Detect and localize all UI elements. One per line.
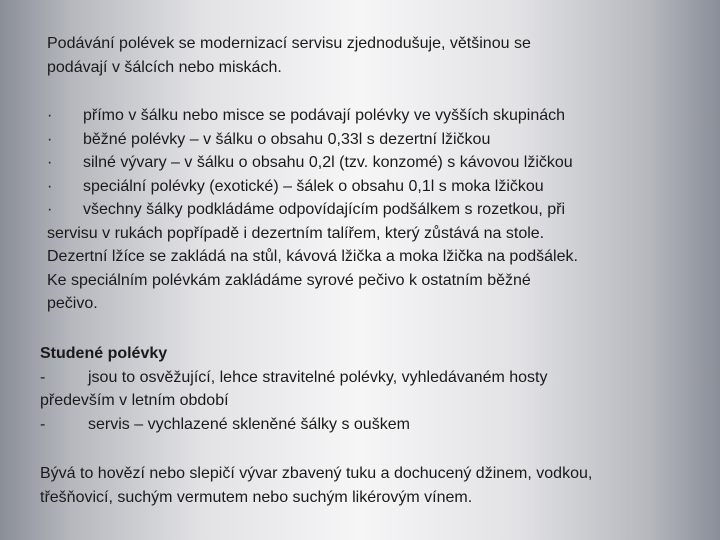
bullet-item-2 — [47, 128, 677, 152]
bullet-continuation-1: servisu v rukách popřípadě i dezertním talířem, který zůstává na stole. — [47, 224, 545, 242]
cold-soups-item-1 — [40, 366, 680, 390]
bullet-text: běžné polévky – v šálku o obsahu 0,33l s dezertní lžičkou — [83, 130, 491, 148]
bullet-item-1 — [47, 104, 677, 128]
cold-soups-item-1-continuation: především v letním období — [40, 392, 229, 409]
closing-paragraph — [40, 462, 690, 509]
cold-soups-item-1-text: jsou to osvěžující, lehce stravitelné polévky, vyhledávaném hosty — [88, 368, 548, 386]
bullet-continuation-2: Dezertní lžíce se zakládá na stůl, kávová lžička a moka lžička na podšálek. — [47, 248, 578, 265]
cold-soups-item-2 — [40, 413, 680, 437]
closing-line-1: Bývá to hovězí nebo slepičí vývar zbavený tuku a dochucený džinem, vodkou, — [40, 465, 593, 482]
intro-line-1: Podávání polévek se modernizací servisu zjednodušuje, většinou se — [47, 35, 531, 52]
cold-soups-section — [40, 342, 680, 436]
bullet-text: speciální polévky (exotické) – šálek o obsahu 0,1l s moka lžičkou — [83, 177, 544, 195]
dash-marker: - — [40, 368, 46, 386]
intro-paragraph — [47, 32, 687, 79]
intro-line-2: podávají v šálcích nebo miskách. — [47, 58, 282, 76]
bullet-item-4 — [47, 175, 677, 199]
bullet-marker: · — [47, 201, 53, 218]
bullet-list — [47, 104, 677, 316]
bullet-text: silné vývary – v šálku o obsahu 0,2l (tzv. konzomé) s kávovou lžičkou — [83, 154, 573, 171]
closing-line-2: třešňovicí, suchým vermutem nebo suchým likérovým vínem. — [40, 488, 473, 506]
cold-soups-heading: Studené polévky — [40, 345, 168, 362]
bullet-marker: · — [47, 107, 53, 124]
bullet-text: přímo v šálku nebo misce se podávají polévky ve vyšších skupinách — [83, 107, 566, 124]
cold-soups-item-2-text: servis – vychlazené skleněné šálky s ouškem — [88, 415, 410, 433]
bullet-marker: · — [47, 154, 53, 171]
bullet-item-5 — [47, 198, 677, 222]
bullet-marker: · — [47, 177, 53, 195]
bullet-marker: · — [47, 130, 53, 148]
bullet-text: všechny šálky podkládáme odpovídajícím podšálkem s rozetkou, při — [83, 201, 566, 218]
bullet-continuation-4: pečivo. — [47, 295, 98, 312]
dash-marker: - — [40, 415, 46, 433]
bullet-continuation-3: Ke speciálním polévkám zakládáme syrové pečivo k ostatním běžné — [47, 271, 531, 289]
bullet-item-3 — [47, 151, 677, 175]
